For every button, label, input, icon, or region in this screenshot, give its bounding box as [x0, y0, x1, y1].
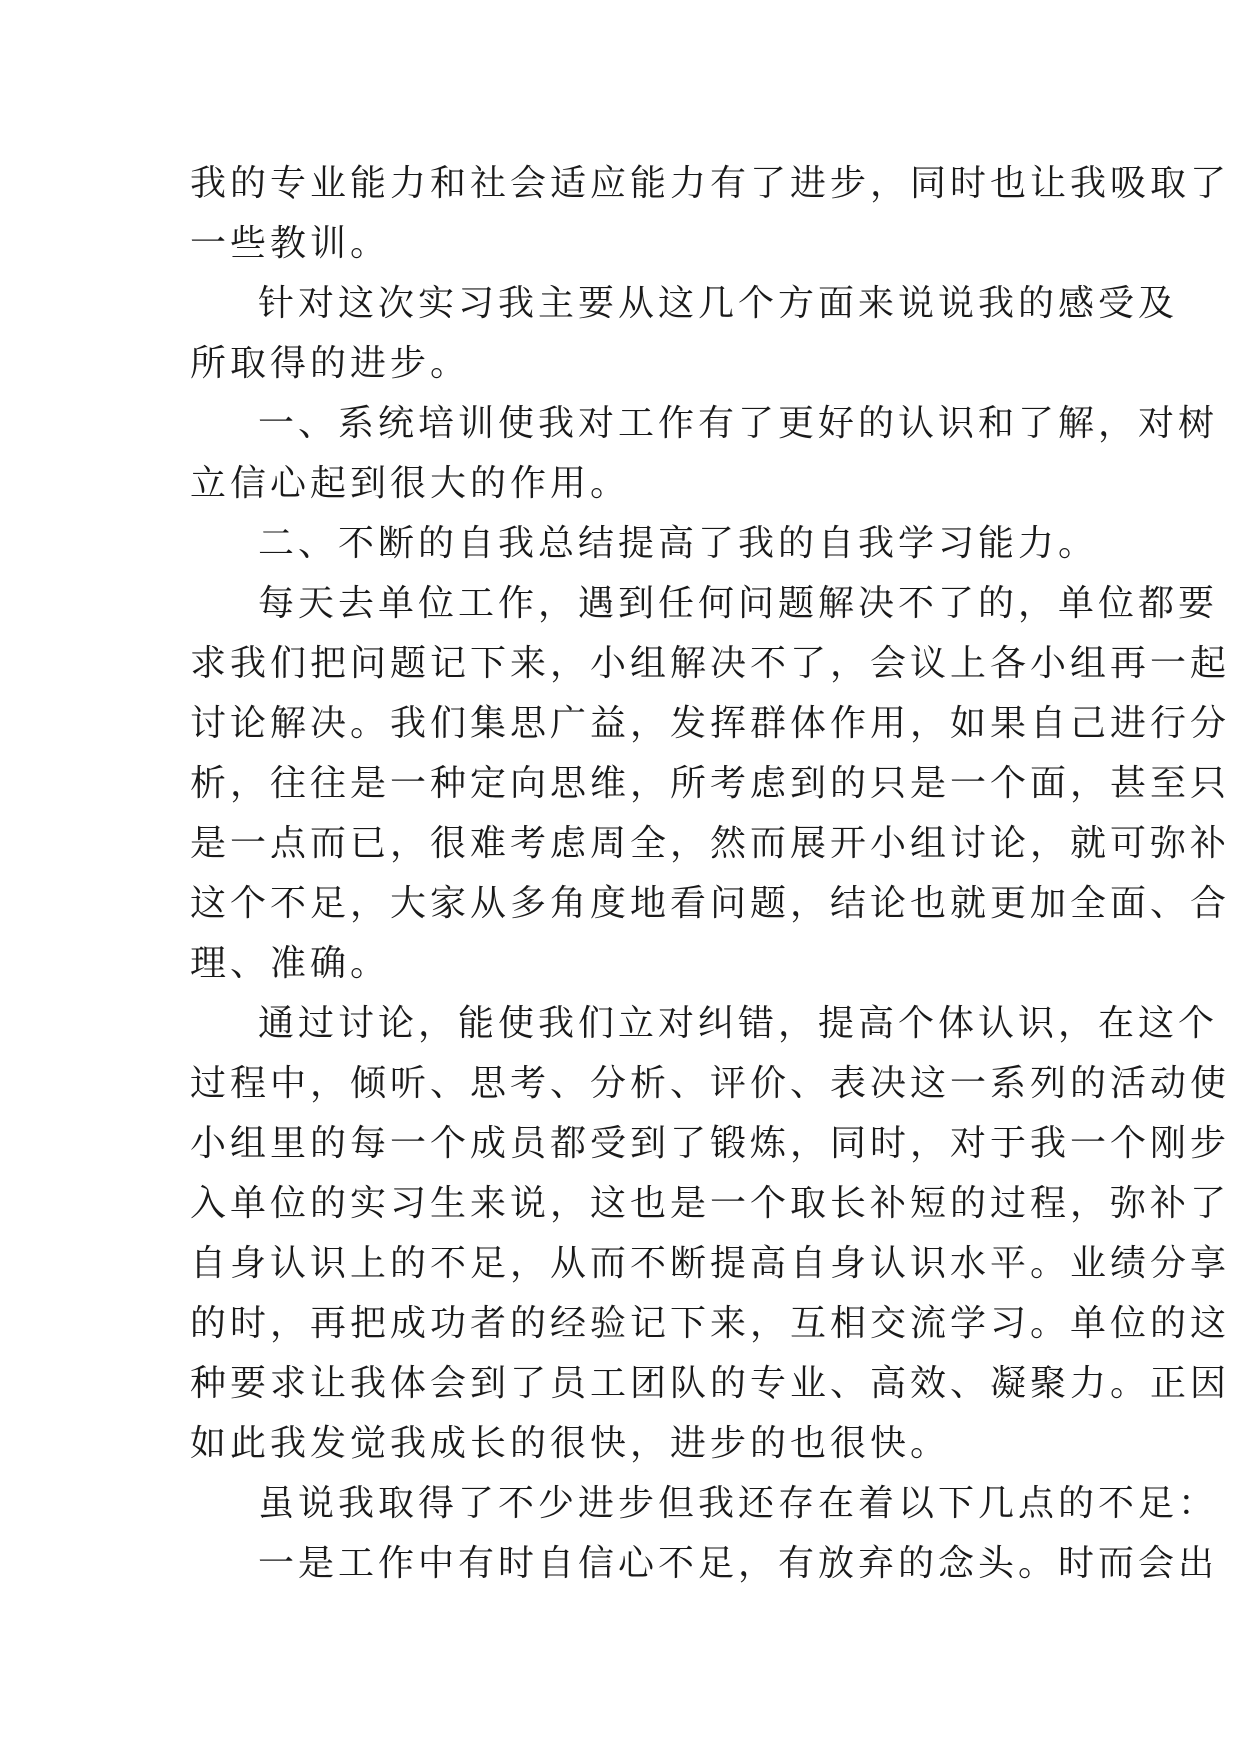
text-line: 求我们把问题记下来，小组解决不了，会议上各小组再一起 [190, 643, 1231, 684]
body-text [190, 154, 1231, 1594]
text-line: 通过讨论，能使我们立对纠错，提高个体认识，在这个 [258, 1003, 1219, 1044]
text-line: 立信心起到很大的作用。 [190, 463, 631, 504]
text-line: 每天去单位工作，遇到任何问题解决不了的，单位都要 [258, 583, 1219, 624]
text-line: 是一点而已，很难考虑周全，然而展开小组讨论，就可弥补 [190, 823, 1231, 864]
text-line: 虽说我取得了不少进步但我还存在着以下几点的不足： [258, 1483, 1219, 1524]
text-line: 一些教训。 [190, 223, 391, 264]
text-line: 的时，再把成功者的经验记下来，互相交流学习。单位的这 [190, 1303, 1231, 1344]
text-line: 理、准确。 [190, 943, 391, 984]
text-line: 讨论解决。我们集思广益，发挥群体作用，如果自己进行分 [190, 703, 1231, 744]
text-line: 入单位的实习生来说，这也是一个取长补短的过程，弥补了 [190, 1183, 1231, 1224]
text-line: 一是工作中有时自信心不足，有放弃的念头。时而会出 [258, 1543, 1219, 1584]
text-line: 我的专业能力和社会适应能力有了进步，同时也让我吸取了 [190, 163, 1231, 204]
text-line: 所取得的进步。 [190, 343, 471, 384]
text-line: 如此我发觉我成长的很快，进步的也很快。 [190, 1423, 951, 1464]
text-line: 自身认识上的不足，从而不断提高自身认识水平。业绩分享 [190, 1243, 1231, 1284]
text-line: 这个不足，大家从多角度地看问题，结论也就更加全面、合 [190, 883, 1231, 924]
text-line: 二、不断的自我总结提高了我的自我学习能力。 [258, 523, 1099, 564]
text-line: 针对这次实习我主要从这几个方面来说说我的感受及 [258, 283, 1179, 324]
text-line: 种要求让我体会到了员工团队的专业、高效、凝聚力。正因 [190, 1363, 1231, 1404]
text-line: 析，往往是一种定向思维，所考虑到的只是一个面，甚至只 [190, 763, 1231, 804]
text-line: 一、系统培训使我对工作有了更好的认识和了解，对树 [258, 403, 1219, 444]
text-line: 过程中，倾听、思考、分析、评价、表决这一系列的活动使 [190, 1063, 1231, 1104]
text-line: 小组里的每一个成员都受到了锻炼，同时，对于我一个刚步 [190, 1123, 1231, 1164]
